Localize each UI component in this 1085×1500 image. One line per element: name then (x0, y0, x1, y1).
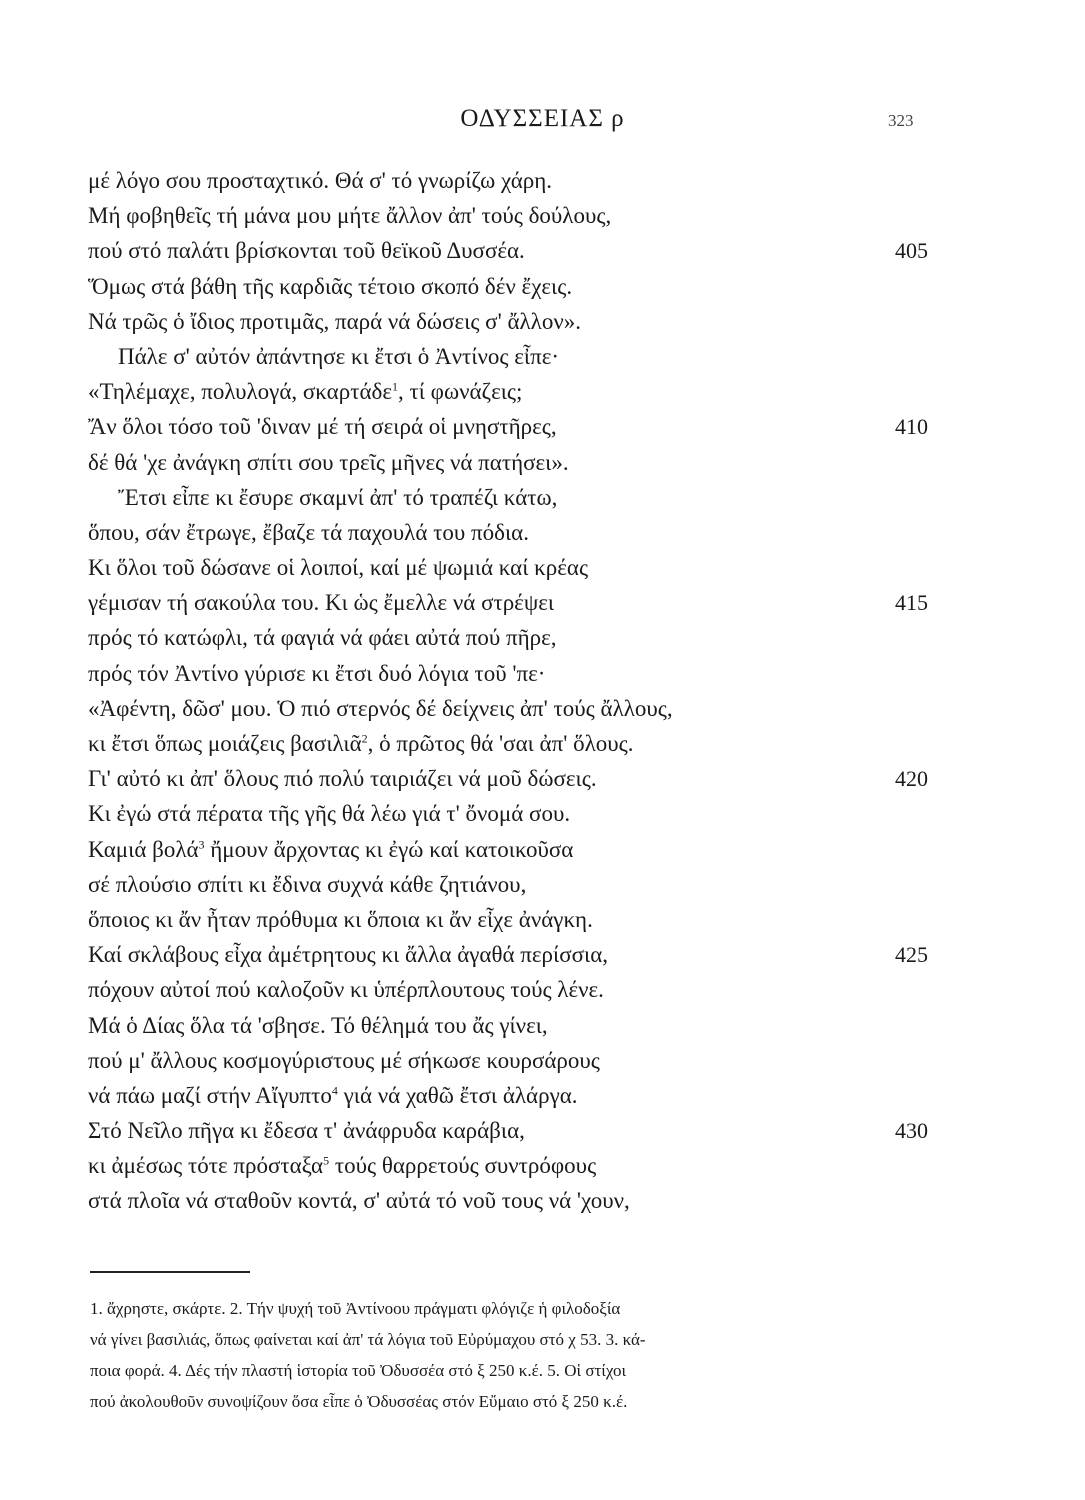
verse-text-part: τούς θαρρετούς συντρόφους (329, 1153, 597, 1179)
verse-line (88, 1183, 948, 1218)
verse-text (88, 1083, 578, 1108)
verse-text-part: Νά τρῶς ὁ ἴδιος προτιμᾶς, παρά νά δώσεις σ' ἄλλον». (88, 308, 581, 334)
verse-line (88, 1043, 948, 1078)
verse-text (88, 485, 557, 510)
verse-text-part: Κι ἐγώ στά πέρατα τῆς γῆς θά λέω γιά τ' ὄνομά σου. (88, 801, 571, 827)
verse-text-part: Πάλε σ' αὐτόν ἀπάντησε κι ἔτσι ὁ Ἀντίνος εἶπε· (118, 343, 560, 369)
verse-text-part: , ὁ πρῶτος θά 'σαι ἀπ' ὅλους. (367, 731, 634, 756)
verse-line (88, 515, 948, 550)
footnote-marker: 5 (323, 1153, 330, 1168)
verse-text-part: γέμισαν τή σακούλα του. Κι ὡς ἔμελλε νά στρέψει (88, 590, 555, 616)
verse-text-part: Ἔτσι εἶπε κι ἔσυρε σκαμνί ἀπ' τό τραπέζι κάτω, (118, 484, 558, 510)
verse-text-part: πόχουν αὐτοί πού καλοζοῦν κι ὑπέρπλουτους τούς λένε. (88, 977, 604, 1003)
verse-text-part: ὅποιος κι ἄν ἦταν πρόθυμα κι ὅποια κι ἄν εἶχε ἀνάγκη. (88, 906, 593, 932)
verse-text-part: πρός τό κατώφλι, τά φαγιά νά φάει αὐτά πού πῆρε, (88, 625, 557, 651)
verse-text-part: σέ πλούσιο σπίτι κι ἔδινα συχνά κάθε ζητιάνου, (88, 871, 527, 897)
footnotes (90, 1293, 935, 1417)
verse-text-part: Ὅμως στά βάθη τῆς καρδιᾶς τέτοιο σκοπό δέν ἔχεις. (88, 273, 573, 299)
verse-line (88, 269, 948, 304)
verse-line (88, 902, 948, 937)
verse-text-part: Καμιά βολά (88, 836, 199, 862)
verse-text-part: Κι ὅλοι τοῦ δώσανε οἱ λοιποί, καί μέ ψωμιά καί κρέας (88, 555, 589, 581)
verse-text (88, 625, 557, 650)
verse-line (88, 1113, 948, 1148)
verse-text (88, 309, 581, 334)
verse-line (88, 198, 948, 233)
verse-text (88, 1188, 630, 1213)
footnote-line: νά γίνει βασιλιάς, ὅπως φαίνεται καί ἀπ' τά λόγια τοῦ Εὐρύμαχου στό χ 53. 3. κά- (90, 1330, 646, 1349)
verse-text (88, 1153, 596, 1178)
verse-line (88, 691, 948, 726)
verse-line (88, 972, 948, 1007)
verse-text (88, 203, 611, 228)
verse-text-part: Μά ὁ Δίας ὅλα τά 'σβησε. Τό θέλημά του ἄς γίνει, (88, 1012, 548, 1038)
verse-text (88, 907, 593, 932)
line-number: 425 (895, 942, 928, 968)
verse-text-part: Ἄν ὅλοι τόσο τοῦ 'διναν μέ τή σειρά οἱ μνηστῆρες, (88, 414, 557, 440)
verse-text (88, 872, 526, 897)
verse-text (88, 731, 634, 756)
verse-text-part: ἤμουν ἄρχοντας κι ἐγώ καί κατοικοῦσα (204, 836, 574, 862)
verse-text (88, 590, 554, 615)
verse-text (88, 942, 608, 967)
footnote-line: πού ἀκολουθοῦν συνοψίζουν ὅσα εἶπε ὁ Ὀδυσσέας στόν Εὔμαιο στό ξ 250 κ.έ. (90, 1392, 628, 1411)
verse-line (88, 796, 948, 831)
line-number: 405 (895, 238, 928, 264)
verse-text (88, 837, 573, 862)
footnote-divider (90, 1271, 250, 1273)
verse-text (88, 1048, 600, 1073)
verse-line (88, 867, 948, 902)
verse-text-part: , τί φωνάζεις; (398, 379, 523, 405)
verse-line (88, 233, 948, 268)
verse-text (88, 238, 525, 263)
verse-text (88, 766, 597, 791)
verse-line (88, 761, 948, 796)
verse-text-part: ὅπου, σάν ἔτρωγε, ἔβαζε τά παχουλά του πόδια. (88, 519, 529, 545)
verse-text (88, 555, 588, 580)
verse-text-part: Μή φοβηθεῖς τή μάνα μου μήτε ἄλλον ἀπ' τούς δούλους, (88, 203, 612, 229)
verse-line (88, 163, 948, 198)
footnote-marker: 2 (361, 731, 368, 746)
verse-text (88, 414, 557, 439)
verse-text (88, 379, 522, 404)
footnote-marker: 4 (331, 1083, 338, 1098)
verse-text-part: Γι' αὐτό κι ἀπ' ὅλους πιό πολύ ταιριάζει νά μοῦ δώσεις. (88, 766, 597, 792)
verse-line (88, 409, 948, 444)
line-number: 410 (895, 414, 928, 440)
verse-text-part: πρός τόν Ἀντίνο γύρισε κι ἔτσι δυό λόγια τοῦ 'πε· (88, 660, 546, 686)
verse-text-part: κι ἔτσι ὅπως μοιάζεις βασιλιᾶ (88, 731, 362, 756)
verse-text-part: γιά νά χαθῶ ἔτσι ἀλάργα. (337, 1082, 578, 1108)
verse-line (88, 937, 948, 972)
verse-line (88, 1078, 948, 1113)
footnote-line: ποια φορά. 4. Δές τήν πλαστή ἱστορία τοῦ Ὀδυσσέα στό ξ 250 κ.έ. 5. Οἱ στίχοι (90, 1361, 627, 1380)
footnote-marker: 3 (198, 836, 205, 851)
verse-line (88, 1148, 948, 1183)
line-number: 420 (895, 766, 928, 792)
verse-line (88, 726, 948, 761)
verse-text-part: Στό Νεῖλο πῆγα κι ἔδεσα τ' ἀνάφρυδα καράβια, (88, 1118, 525, 1144)
page-number: 323 (888, 111, 914, 130)
verse-block (88, 163, 948, 1219)
verse-line (88, 1008, 948, 1043)
verse-text-part: στά πλοῖα νά σταθοῦν κοντά, σ' αὐτά τό νοῦ τους νά 'χουν, (88, 1188, 630, 1214)
verse-text (88, 977, 604, 1002)
verse-text-part: κι ἀμέσως τότε πρόσταξα (88, 1153, 324, 1179)
verse-line (88, 339, 948, 374)
verse-text-part: πού μ' ἄλλους κοσμογύριστους μέ σήκωσε κουρσάρους (88, 1047, 600, 1073)
verse-text (88, 520, 529, 545)
verse-text (88, 801, 570, 826)
verse-line (88, 374, 948, 409)
verse-line (88, 656, 948, 691)
verse-line (88, 585, 948, 620)
verse-text (88, 1118, 525, 1143)
verse-line (88, 550, 948, 585)
verse-text-part: «Τηλέμαχε, πολυλογά, σκαρτάδε (88, 379, 392, 405)
line-number: 430 (895, 1118, 928, 1144)
verse-text (88, 450, 569, 475)
verse-line (88, 620, 948, 655)
verse-text (88, 1013, 548, 1038)
verse-text (88, 696, 673, 721)
verse-text-part: δέ θά 'χε ἀνάγκη σπίτι σου τρεῖς μῆνες νά πατήσει». (88, 449, 569, 475)
verse-text-part: Καί σκλάβους εἶχα ἀμέτρητους κι ἄλλα ἀγαθά περίσσια, (88, 942, 608, 968)
verse-text (88, 274, 572, 299)
page-header (0, 105, 1085, 145)
verse-text-part: πού στό παλάτι βρίσκονται τοῦ θεϊκοῦ Δυσσέα. (88, 238, 525, 264)
verse-line (88, 304, 948, 339)
verse-text (88, 661, 545, 686)
verse-text-part: νά πάω μαζί στήν Αἴγυπτο (88, 1082, 332, 1108)
footnote-marker: 1 (392, 379, 398, 394)
verse-line (88, 445, 948, 480)
verse-text (88, 344, 559, 369)
verse-line (88, 832, 948, 867)
verse-text-part: «Ἀφέντη, δῶσ' μου. Ὁ πιό στερνός δέ δείχνεις ἀπ' τούς ἄλλους, (88, 695, 673, 721)
verse-text-part: μέ λόγο σου προσταχτικό. Θά σ' τό γνωρίζω χάρη. (88, 168, 552, 193)
footnote-line: 1. ἄχρηστε, σκάρτε. 2. Τήν ψυχή τοῦ Ἀντίνοου πράγματι φλόγιζε ἡ φιλοδοξία (90, 1299, 621, 1318)
verse-text (88, 168, 552, 193)
line-number: 415 (895, 590, 928, 616)
running-title: ΟΔΥΣΣΕΙΑΣ ρ (460, 105, 625, 132)
verse-line (88, 480, 948, 515)
